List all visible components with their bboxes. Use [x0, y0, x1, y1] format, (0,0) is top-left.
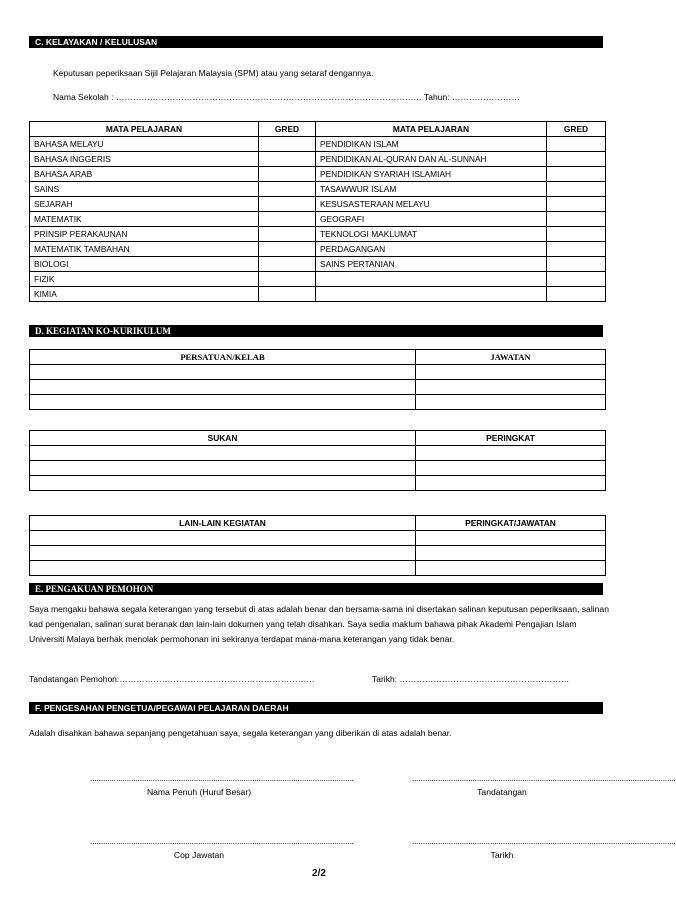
level-cell[interactable] [416, 461, 606, 476]
grade-cell[interactable] [259, 182, 316, 197]
sports-cell[interactable] [30, 476, 416, 491]
level-col-header: PERINGKAT [416, 431, 606, 446]
position-cell[interactable] [416, 395, 606, 410]
subject-cell: MATEMATIK TAMBAHAN [30, 242, 259, 257]
table-row [30, 152, 606, 167]
other-activities-table [29, 515, 606, 576]
grade-cell[interactable] [259, 137, 316, 152]
section-d-title: D. KEGIATAN KO-KURIKULUM [35, 326, 171, 336]
page-number: 2/2 [312, 868, 326, 879]
activity-cell[interactable] [30, 531, 416, 546]
table-row [30, 395, 606, 410]
subject-cell: SAINS PERTANIAN [316, 257, 547, 272]
table-row [30, 476, 606, 491]
subject-cell: SAINS [30, 182, 259, 197]
level-position-cell[interactable] [416, 546, 606, 561]
date-line[interactable]: .......................................................................................................................... [412, 836, 676, 846]
grade-cell[interactable] [547, 137, 606, 152]
table-row [30, 227, 606, 242]
grade-cell[interactable] [547, 227, 606, 242]
level-cell[interactable] [416, 446, 606, 461]
club-header-row [30, 350, 606, 365]
activity-cell[interactable] [30, 561, 416, 576]
verification-statement: Adalah disahkan bahawa sepanjang pengetahuan saya, segala keterangan yang diberikan di atas adalah benar. [29, 728, 452, 738]
grade-cell[interactable] [259, 167, 316, 182]
grade-cell[interactable] [547, 287, 606, 302]
club-cell[interactable] [30, 365, 416, 380]
level-position-cell[interactable] [416, 561, 606, 576]
subject-cell: PENDIDIKAN SYARIAH ISLAMIAH [316, 167, 547, 182]
full-name-line[interactable]: .......................................................................................................................... [90, 773, 354, 783]
subject-col-header: MATA PELAJARAN [316, 122, 547, 137]
subject-cell: MATEMATIK [30, 212, 259, 227]
sports-table [29, 430, 606, 491]
table-row [30, 137, 606, 152]
grade-cell[interactable] [547, 212, 606, 227]
subject-cell: TASAWWUR ISLAM [316, 182, 547, 197]
level-cell[interactable] [416, 476, 606, 491]
table-row [30, 197, 606, 212]
grade-cell[interactable] [547, 152, 606, 167]
subject-cell: TEKNOLOGI MAKLUMAT [316, 227, 547, 242]
table-row [30, 167, 606, 182]
club-col-header: PERSATUAN/KELAB [30, 350, 416, 365]
subject-cell: PERDAGANGAN [316, 242, 547, 257]
grade-cell[interactable] [547, 182, 606, 197]
signature-line[interactable]: .......................................................................................................................... [412, 773, 676, 783]
table-row [30, 380, 606, 395]
subject-cell: KIMIA [30, 287, 259, 302]
level-position-cell[interactable] [416, 531, 606, 546]
applicant-date-field[interactable]: Tarikh: …………………………………………………… [372, 674, 570, 684]
table-row [30, 287, 606, 302]
grade-cell[interactable] [259, 152, 316, 167]
subjects-table [29, 121, 606, 302]
date-caption: Tarikh [490, 850, 514, 860]
table-row [30, 561, 606, 576]
subject-cell: BAHASA MELAYU [30, 137, 259, 152]
sports-cell[interactable] [30, 461, 416, 476]
grade-cell[interactable] [259, 197, 316, 212]
subject-cell: BAHASA INGGERIS [30, 152, 259, 167]
full-name-caption: Nama Penuh (Huruf Besar) [146, 787, 252, 797]
position-cell[interactable] [416, 380, 606, 395]
sports-col-header: SUKAN [30, 431, 416, 446]
grade-col-header: GRED [259, 122, 316, 137]
grade-cell[interactable] [259, 257, 316, 272]
table-row [30, 531, 606, 546]
position-col-header: JAWATAN [416, 350, 606, 365]
grade-cell[interactable] [259, 242, 316, 257]
level-position-col-header: PERINGKAT/JAWATAN [416, 516, 606, 531]
grade-cell[interactable] [259, 287, 316, 302]
grade-cell[interactable] [259, 272, 316, 287]
subject-col-header: MATA PELAJARAN [30, 122, 259, 137]
subject-cell: PENDIDIKAN ISLAM [316, 137, 547, 152]
table-row [30, 272, 606, 287]
grade-cell[interactable] [259, 227, 316, 242]
signature-caption: Tandatangan [477, 787, 527, 797]
club-cell[interactable] [30, 380, 416, 395]
position-cell[interactable] [416, 365, 606, 380]
activity-cell[interactable] [30, 546, 416, 561]
section-f-header [29, 702, 603, 714]
subject-cell: BIOLOGI [30, 257, 259, 272]
section-f-title: F. PENGESAHAN PENGETUA/PEGAWAI PELAJARAN DAERAH [35, 703, 289, 713]
subject-cell: KESUSASTERAAN MELAYU [316, 197, 547, 212]
section-e-title: E. PENGAKUAN PEMOHON [35, 584, 154, 594]
subject-cell: FIZIK [30, 272, 259, 287]
school-name-field[interactable]: Nama Sekolah : ……………………………………………………………………………………………… Tahun: …………………… [53, 92, 520, 102]
grade-cell[interactable] [547, 242, 606, 257]
stamp-line[interactable]: .......................................................................................................................... [90, 836, 354, 846]
section-c-header [29, 36, 603, 48]
table-row [30, 212, 606, 227]
table-row [30, 242, 606, 257]
grade-cell[interactable] [547, 167, 606, 182]
club-table [29, 349, 606, 410]
subject-cell: PRINSIP PERAKAUNAN [30, 227, 259, 242]
exam-intro: Keputusan peperiksaan Sijil Pelajaran Malaysia (SPM) atau yang setaraf dengannya. [53, 68, 374, 78]
club-cell[interactable] [30, 395, 416, 410]
grade-cell[interactable] [259, 212, 316, 227]
section-e-header [29, 583, 603, 595]
subject-cell: PENDIDIKAN AL-QURAN DAN AL-SUNNAH [316, 152, 547, 167]
grade-cell[interactable] [547, 272, 606, 287]
table-row [30, 182, 606, 197]
declaration-text: Saya mengaku bahawa segala keterangan yang tersebut di atas adalah benar dan bersama-sama ini disertakan salinan keputusan peperiksaan, salinan kad pengenalan, salinan surat beranak dan lain-lain dokumen yang telah disahkan. Saya sedia maklum bahawa pihak Akademi Pengajian Islam Universiti Malaya berhak menolak permohonan ini sekiranya terdapat mana-mana keterangan yang tidak benar. [29, 604, 609, 644]
table-row [30, 257, 606, 272]
table-row [30, 546, 606, 561]
grade-cell[interactable] [547, 197, 606, 212]
applicant-signature-field[interactable]: Tandatangan Pemohon:…………………………………………………………… [29, 674, 315, 684]
subjects-header-row [30, 122, 606, 137]
grade-col-header: GRED [547, 122, 606, 137]
subject-cell [316, 272, 547, 287]
section-c-title: C. KELAYAKAN / KELULUSAN [35, 37, 158, 47]
stamp-caption: Cop Jawatan [173, 850, 225, 860]
table-row [30, 365, 606, 380]
other-activities-header-row [30, 516, 606, 531]
table-row [30, 446, 606, 461]
activity-col-header: LAIN-LAIN KEGIATAN [30, 516, 416, 531]
sports-header-row [30, 431, 606, 446]
section-d-header [29, 325, 603, 337]
table-row [30, 461, 606, 476]
subject-cell [316, 287, 547, 302]
grade-cell[interactable] [547, 257, 606, 272]
sports-cell[interactable] [30, 446, 416, 461]
subject-cell: SEJARAH [30, 197, 259, 212]
subject-cell: GEOGRAFI [316, 212, 547, 227]
subject-cell: BAHASA ARAB [30, 167, 259, 182]
